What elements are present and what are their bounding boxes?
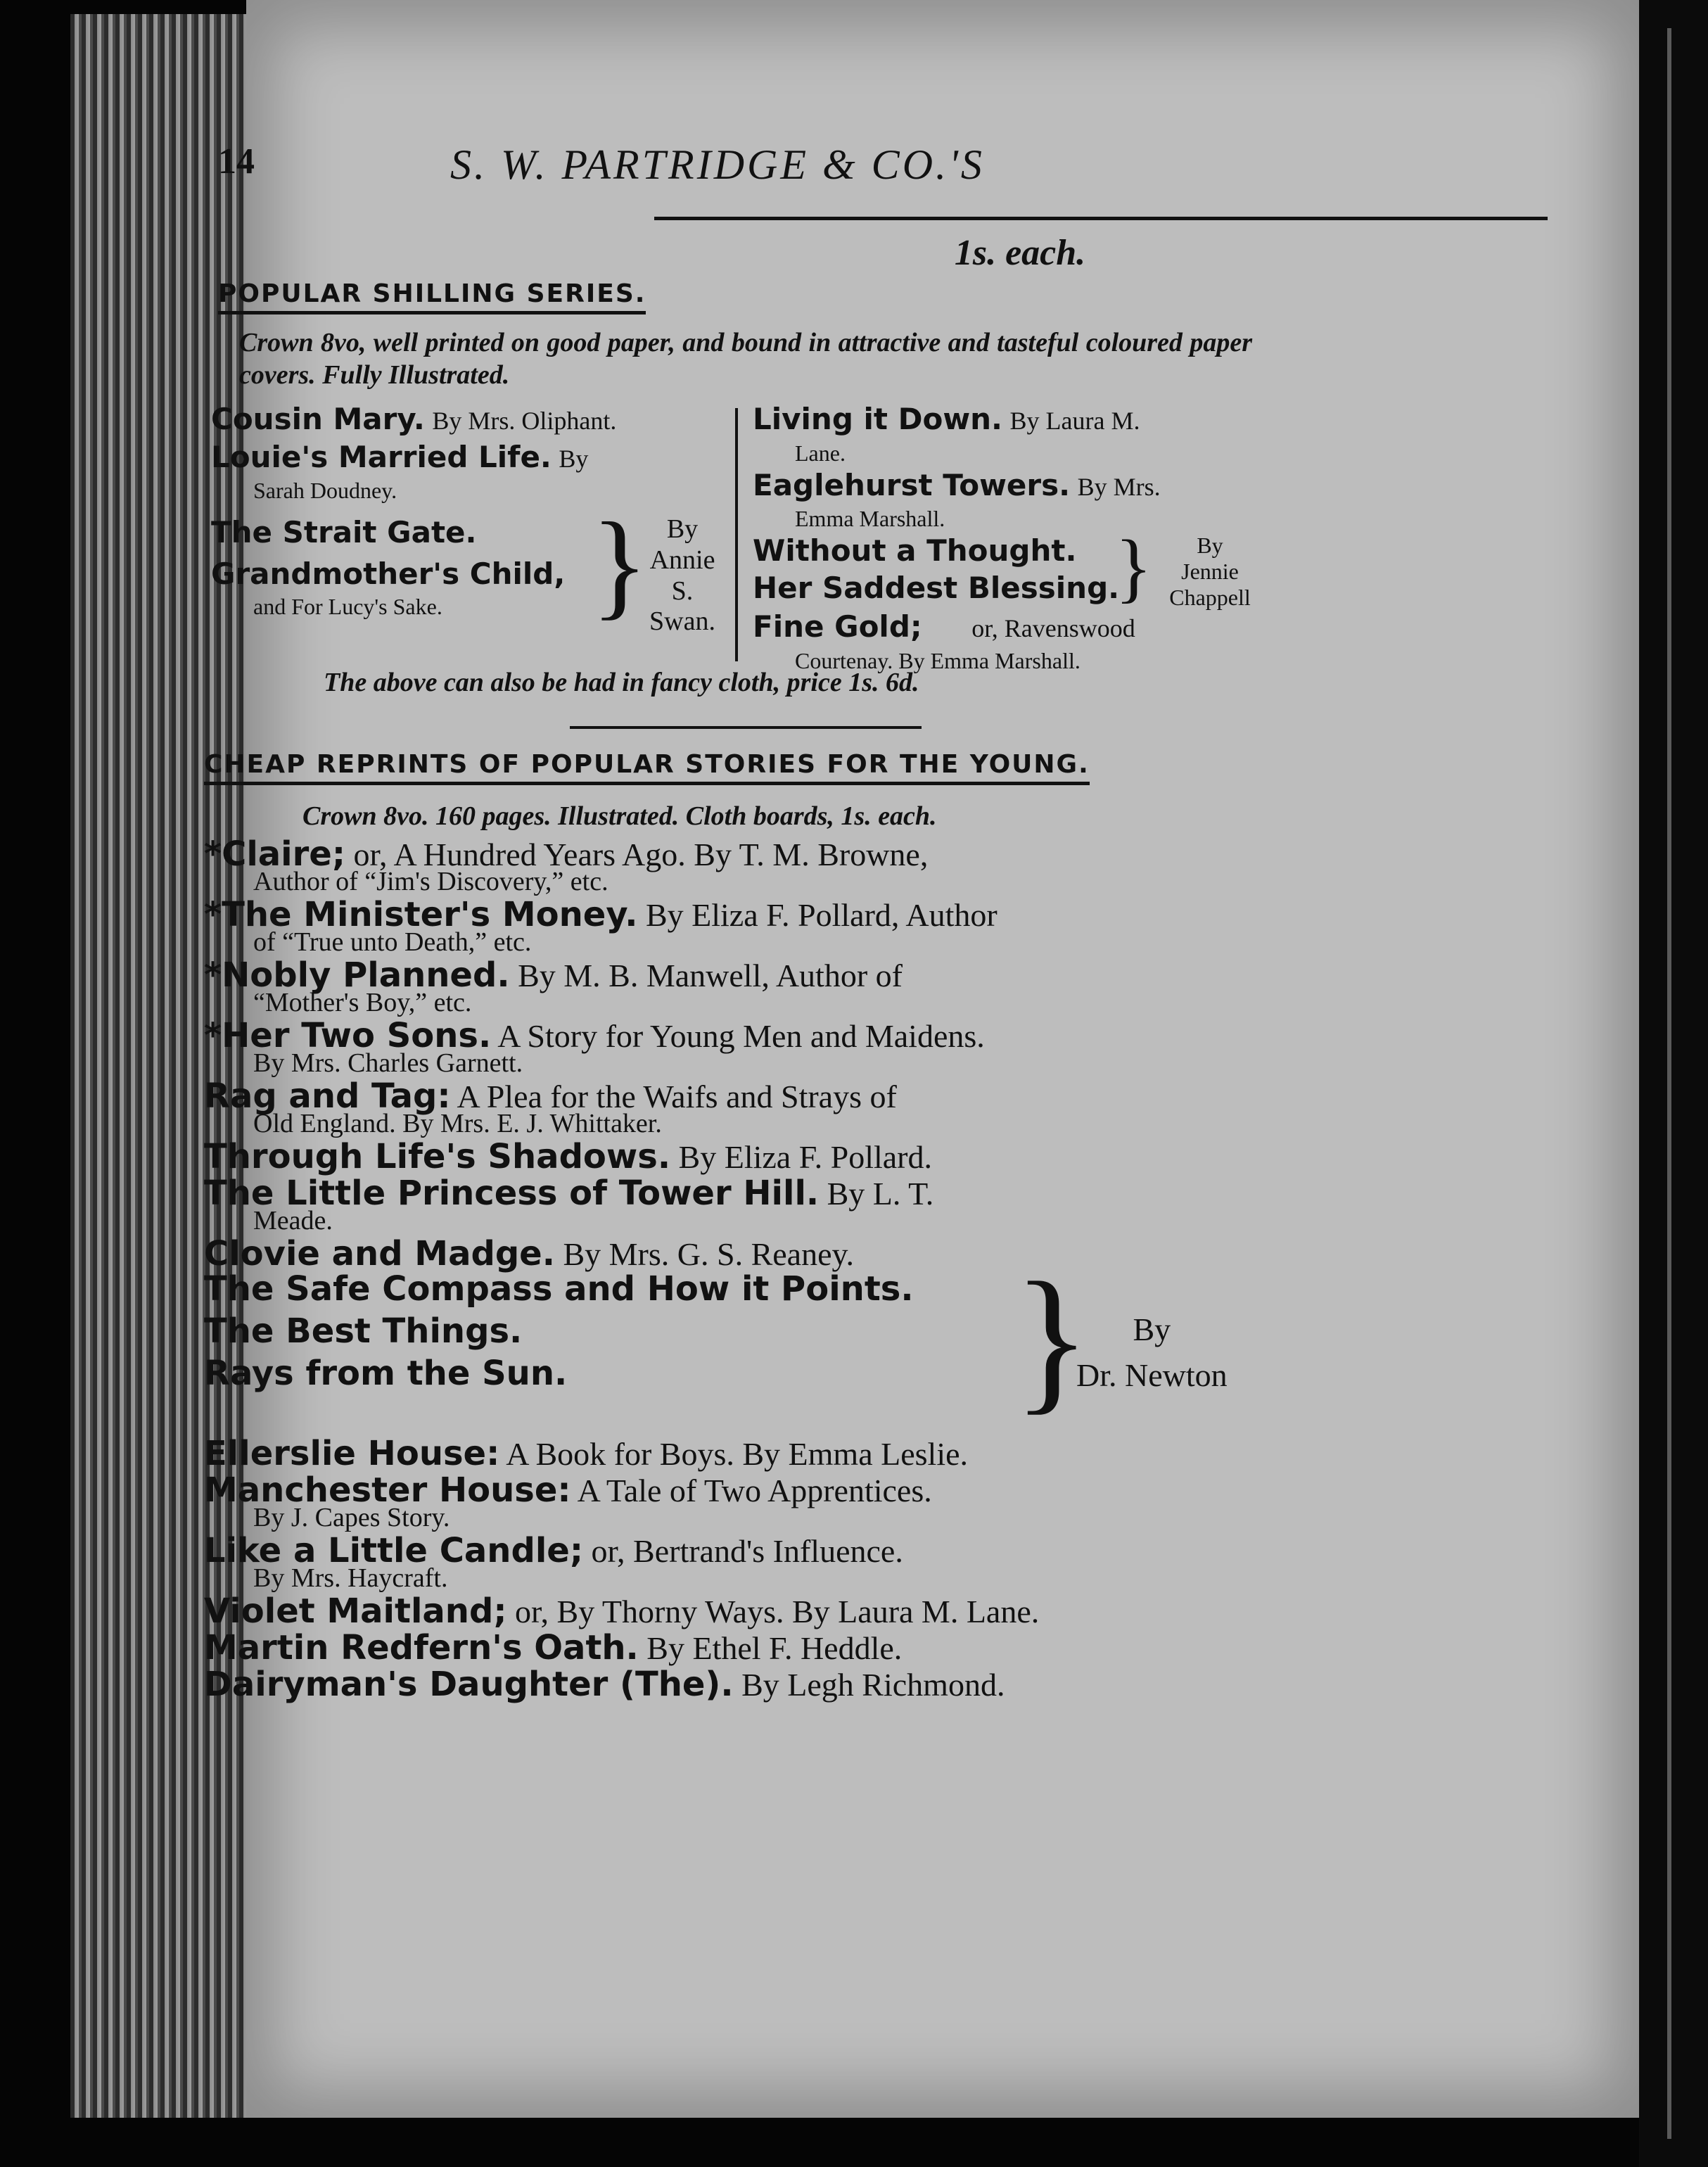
series-title: CHEAP REPRINTS OF POPULAR STORIES FOR THE YOUNG. — [204, 750, 1090, 785]
book-details: By Mrs. G. S. Reaney. — [563, 1236, 855, 1273]
book-title: The Safe Compass and How it Points. — [204, 1269, 914, 1309]
book-title: Ellerslie House: — [204, 1434, 500, 1474]
book-details: A Tale of Two Apprentices. — [577, 1473, 932, 1509]
running-head — [204, 134, 1534, 211]
brace-symbol: } — [591, 498, 649, 631]
book-entry — [204, 895, 1238, 958]
group-author-line: Chappell — [1169, 584, 1251, 610]
series-description: Crown 8vo, well printed on good paper, and bound in attractive and tasteful coloured paper covers. Fully Illustrated. — [239, 328, 1252, 390]
book-details: By Ethel F. Heddle. — [646, 1630, 903, 1667]
book-details: A Book for Boys. By Emma Leslie. — [506, 1436, 969, 1473]
group-author — [1157, 533, 1263, 610]
book-entry — [204, 1531, 1238, 1594]
book-subtitle: and For Lucy's Sake. — [253, 594, 442, 620]
book-details: or, Bertrand's Influence. — [591, 1533, 903, 1570]
price-heading: 1s. each. — [954, 233, 1086, 273]
book-details-continued: By Mrs. Haycraft. — [253, 1563, 448, 1594]
book-entry — [204, 1628, 1238, 1668]
book-title: Her Saddest Blessing. — [753, 570, 1120, 605]
book-title: Rag and Tag: — [204, 1076, 451, 1117]
book-details-continued: of “True unto Death,” etc. — [253, 927, 532, 958]
book-title: Grandmother's Child, — [211, 556, 566, 591]
book-entry — [204, 1434, 1238, 1474]
column-divider — [735, 408, 738, 661]
book-list — [204, 834, 1534, 1705]
book-details: or, A Hundred Years Ago. By T. M. Browne, — [353, 837, 929, 873]
right-margin-rule — [1667, 28, 1671, 2139]
book-author-continued: Sarah Doudney. — [253, 478, 397, 504]
book-author-continued: Courtenay. By Emma Marshall. — [795, 647, 1081, 673]
book-entry — [204, 1016, 1238, 1079]
book-author-continued: Emma Marshall. — [795, 506, 945, 532]
book-details-continued: “Mother's Boy,” etc. — [253, 988, 472, 1018]
book-author: By — [559, 444, 589, 473]
book-title: Rays from the Sun. — [204, 1354, 568, 1394]
book-details: or, By Thorny Ways. By Laura M. Lane. — [515, 1594, 1040, 1630]
head-rule — [654, 217, 1548, 220]
book-entry — [753, 401, 1266, 467]
book-details: By Legh Richmond. — [741, 1667, 1005, 1703]
book-title: The Strait Gate. — [211, 515, 477, 550]
book-details: By Eliza F. Pollard. — [678, 1139, 932, 1176]
series-note: The above can also be had in fancy cloth, price 1s. 6d. — [324, 668, 919, 698]
book-title: Martin Redfern's Oath. — [204, 1628, 639, 1668]
book-title: Living it Down. — [753, 402, 1002, 437]
page-content — [204, 134, 1534, 1703]
book-title: Like a Little Candle; — [204, 1531, 584, 1571]
book-title: Cousin Mary. — [211, 402, 425, 437]
book-title: Louie's Married Life. — [211, 439, 552, 474]
chappell-group — [753, 524, 1266, 611]
book-entry — [753, 609, 1266, 675]
book-entry — [753, 467, 1266, 533]
right-margin-shadow — [1639, 0, 1708, 2167]
group-author-line: S. — [671, 576, 694, 606]
book-title: The Little Princess of Tower Hill. — [204, 1174, 820, 1214]
book-title: *Her Two Sons. — [204, 1016, 492, 1056]
book-entry — [204, 1176, 1238, 1234]
book-entry — [204, 955, 1238, 1018]
group-author — [647, 514, 718, 637]
book-title: Fine Gold; — [753, 609, 922, 644]
book-entry — [204, 1665, 1238, 1705]
book-details-continued: By Mrs. Charles Garnett. — [253, 1048, 523, 1079]
book-title: *Claire; — [204, 834, 346, 875]
group-author-line: By — [1133, 1311, 1171, 1348]
book-entry — [204, 1591, 1238, 1632]
book-entry — [204, 1470, 1238, 1533]
book-author: By Mrs. — [1077, 472, 1161, 501]
brace-symbol: } — [1013, 1249, 1091, 1429]
section-separator — [570, 726, 922, 729]
book-details-continued: Old England. By Mrs. E. J. Whittaker. — [253, 1109, 662, 1139]
series-description: Crown 8vo. 160 pages. Illustrated. Cloth boards, 1s. each. — [302, 801, 937, 832]
page-number: 14 — [218, 141, 255, 182]
book-details: A Plea for the Waifs and Strays of — [457, 1079, 897, 1115]
book-title: Without a Thought. — [753, 533, 1077, 568]
book-entry — [211, 401, 718, 439]
book-author: By Laura M. — [1009, 407, 1140, 436]
book-details-continued: Meade. — [253, 1206, 333, 1236]
series-title: POPULAR SHILLING SERIES. — [218, 279, 646, 314]
book-title: Manchester House: — [204, 1470, 571, 1511]
group-author-line: Jennie — [1181, 558, 1239, 584]
book-details: By M. B. Manwell, Author of — [518, 958, 903, 994]
swan-group — [211, 498, 718, 637]
book-title: Clovie and Madge. — [204, 1234, 555, 1274]
book-details: By L. T. — [827, 1176, 934, 1212]
series-two-columns — [204, 401, 1534, 673]
book-title: The Best Things. — [204, 1311, 523, 1352]
book-details: A Story for Young Men and Maidens. — [497, 1018, 985, 1055]
book-title: *Nobly Planned. — [204, 955, 510, 996]
publisher-heading: S. W. PARTRIDGE & CO.'S — [450, 141, 985, 188]
group-author-line: By — [666, 514, 699, 545]
book-entry — [204, 1076, 1238, 1139]
book-title-continued: or, Ravenswood — [971, 614, 1135, 643]
book-details: By Eliza F. Pollard, Author — [645, 897, 998, 934]
book-author-continued: Lane. — [795, 440, 846, 466]
book-details-continued: By J. Capes Story. — [253, 1503, 450, 1533]
group-author — [1076, 1307, 1228, 1398]
book-title: Through Life's Shadows. — [204, 1137, 671, 1177]
book-author: By Mrs. Oliphant. — [432, 407, 617, 436]
book-title: Dairyman's Daughter (The). — [204, 1665, 734, 1705]
group-author-line: Dr. Newton — [1076, 1356, 1228, 1393]
book-title: Violet Maitland; — [204, 1591, 507, 1632]
group-author-line: By — [1197, 533, 1223, 559]
book-title: *The Minister's Money. — [204, 895, 638, 935]
newton-titles — [204, 1269, 914, 1394]
book-entry — [211, 439, 718, 505]
book-entry — [204, 834, 1238, 897]
book-details-continued: Author of “Jim's Discovery,” etc. — [253, 867, 608, 897]
left-column — [211, 401, 718, 637]
book-title: Eaglehurst Towers. — [753, 467, 1071, 502]
group-author-line: Swan. — [649, 606, 715, 637]
group-author-line: Annie — [649, 545, 715, 575]
book-entry — [204, 1137, 1238, 1177]
brace-symbol: } — [1115, 524, 1152, 611]
right-column — [753, 401, 1266, 675]
